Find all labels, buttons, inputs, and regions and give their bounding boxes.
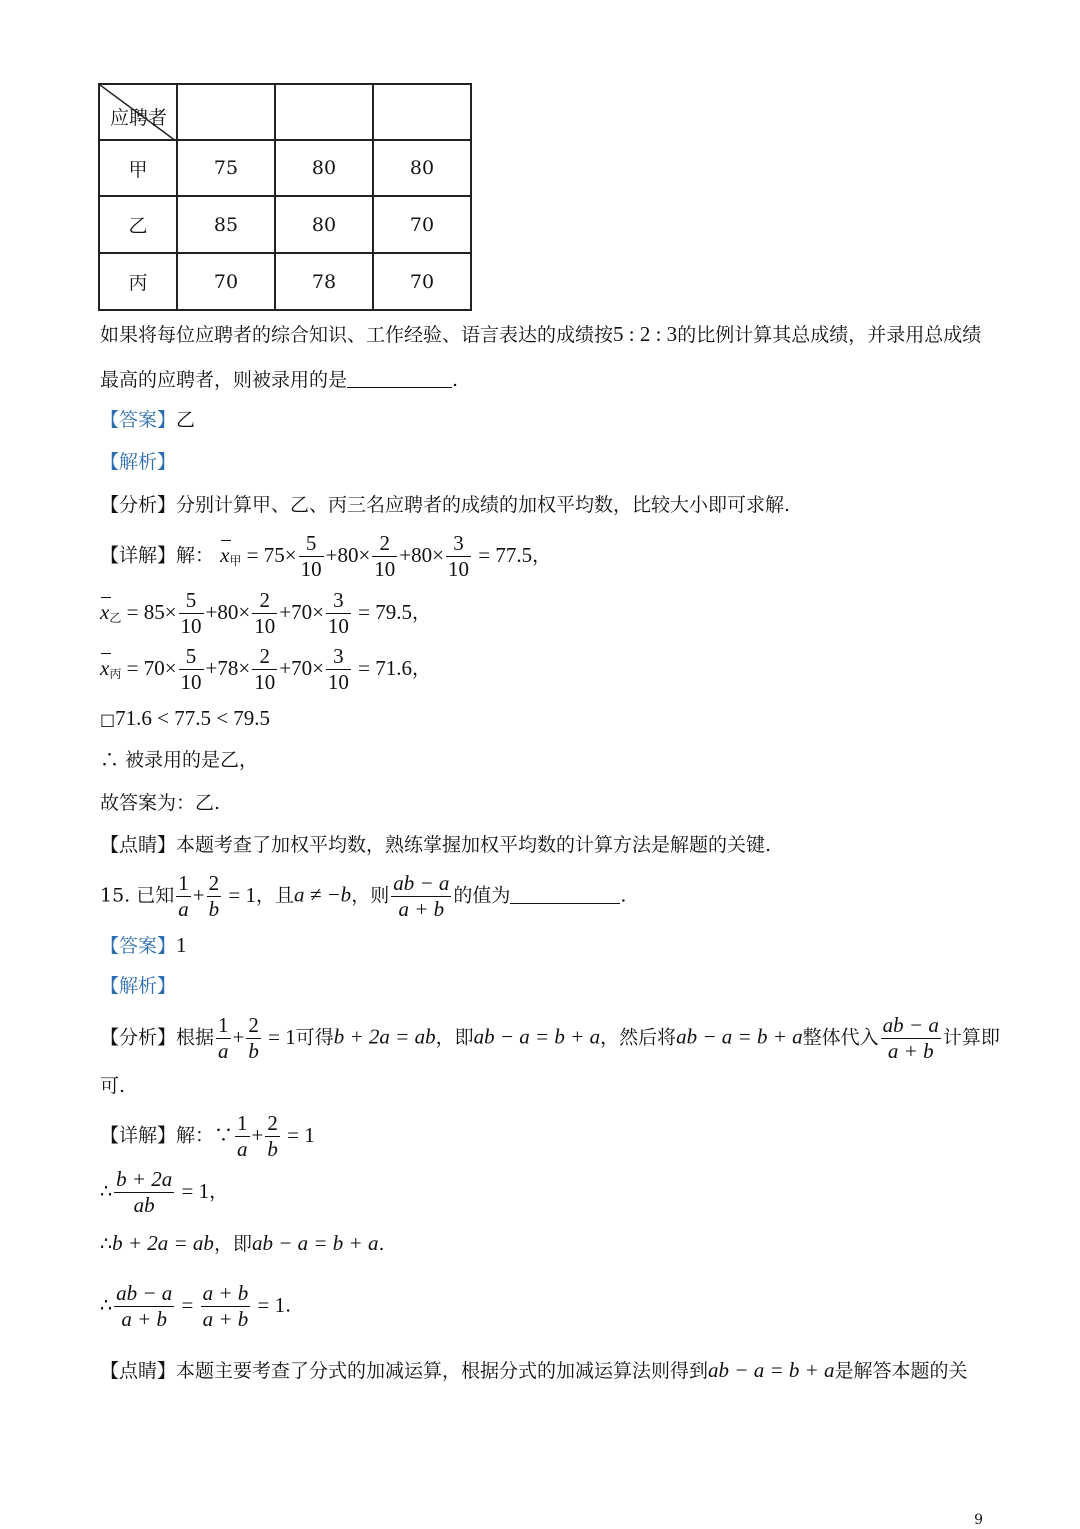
answer-tag: 【答案】 [100, 935, 177, 957]
q15-step1: 【详解】解：∵ $\frac{1}{a}$ + $\frac{2}{b}$ = 1 [100, 1111, 315, 1162]
table-row [99, 140, 471, 196]
table-cell: 乙 [99, 196, 177, 253]
table-cell: 70 [373, 196, 471, 253]
table-row [99, 196, 471, 253]
q15-step3: ∴b + 2a = ab，即ab − a = b + a. [100, 1231, 385, 1255]
q14-inequality: □71.6 < 77.5 < 79.5 [100, 706, 271, 730]
table-cell: 75 [177, 140, 275, 196]
q15-stem: 15. 已知 $\frac{1}{a}$ + $\frac{2}{b}$ = 1，且a ≠ −b，则 $\frac{ab - a}{a + b}$ 的值为 . [100, 871, 627, 922]
q14-final: 故答案为：乙. [100, 792, 221, 814]
answer-blank [347, 369, 452, 388]
table-cell: 70 [177, 253, 275, 310]
page-number: 9 [974, 1512, 983, 1528]
table-header-cell [275, 84, 373, 140]
q14-analysis-tag: 【解析】 [100, 451, 177, 473]
answer-tag: 【答案】 [100, 409, 177, 431]
q14-conclusion: ∴ 被录用的是乙， [100, 749, 259, 771]
q15-analysis-tag: 【解析】 [100, 975, 177, 997]
table-cell: 80 [275, 196, 373, 253]
table-header-applicant: 应聘者 [99, 84, 177, 140]
table-cell: 70 [373, 253, 471, 310]
q14-line1: 如果将每位应聘者的综合知识、工作经验、语言表达的成绩按5 : 2 : 3的比例计算其总成绩，并录用总成绩 [100, 322, 982, 346]
q15-answer: 【答案】1 [100, 933, 187, 957]
mean-symbol: x [220, 542, 230, 567]
q14-dianjing: 【点睛】本题考查了加权平均数，熟练掌握加权平均数的计算方法是解题的关键. [100, 834, 772, 856]
q15-step4: ∴ $\frac{ab - a}{a + b}$ = $\frac{a + b}{a + b}$ = 1. [100, 1281, 292, 1332]
table-cell: 80 [275, 140, 373, 196]
q15-dianjing: 【点睛】本题主要考查了分式的加减运算，根据分式的加减运算法则得到ab − a = b + a是解答本题的关 [100, 1358, 968, 1382]
table-cell: 80 [373, 140, 471, 196]
q15-fenxi: 【分析】根据 $\frac{1}{a}$ + $\frac{2}{b}$ = 1可得b + 2a = ab，即ab − a = b + a，然后将ab − a = b + a整体代入 $\frac{ab - a}{a + b}$ 计算即 [100, 1013, 1000, 1064]
table-header-cell [373, 84, 471, 140]
q14-eq-bing: $x_丙 = 70\times$ $\frac{5}{10}$ +78× $\frac{2}{10}$ +70× $\frac{3}{10}$ = 71.6， [100, 644, 432, 695]
table-cell: 甲 [99, 140, 177, 196]
q14-fenxi: 【分析】分别计算甲、乙、丙三名应聘者的成绩的加权平均数，比较大小即可求解. [100, 494, 791, 516]
q14-eq-yi: $x_乙 = 85\times$ $\frac{5}{10}$ +80× $\frac{2}{10}$ +70× $\frac{3}{10}$ = 79.5， [100, 588, 432, 639]
table-cell: 丙 [99, 253, 177, 310]
q14-line2: 最高的应聘者，则被录用的是 . [100, 369, 459, 391]
table-header-cell [177, 84, 275, 140]
q15-step2: ∴ $\frac{b + 2a}{ab}$ = 1， [100, 1167, 229, 1218]
q14-answer: 【答案】乙 [100, 409, 196, 431]
table-cell: 78 [275, 253, 373, 310]
answer-blank [510, 885, 620, 904]
q14-eq-jia: 【详解】解： $x_甲 = 75\times$ $\frac{5}{10}$ +80× $\frac{2}{10}$ +80× $\frac{3}{10}$ = 77.5， [100, 531, 552, 582]
mean-symbol: x [100, 599, 110, 624]
score-table [98, 83, 472, 311]
ratio: 5 : 2 : 3 [613, 322, 678, 346]
q15-fenxi-cont: 可. [100, 1075, 126, 1097]
table-cell: 85 [177, 196, 275, 253]
mean-symbol: x [100, 655, 110, 680]
table-row [99, 253, 471, 310]
